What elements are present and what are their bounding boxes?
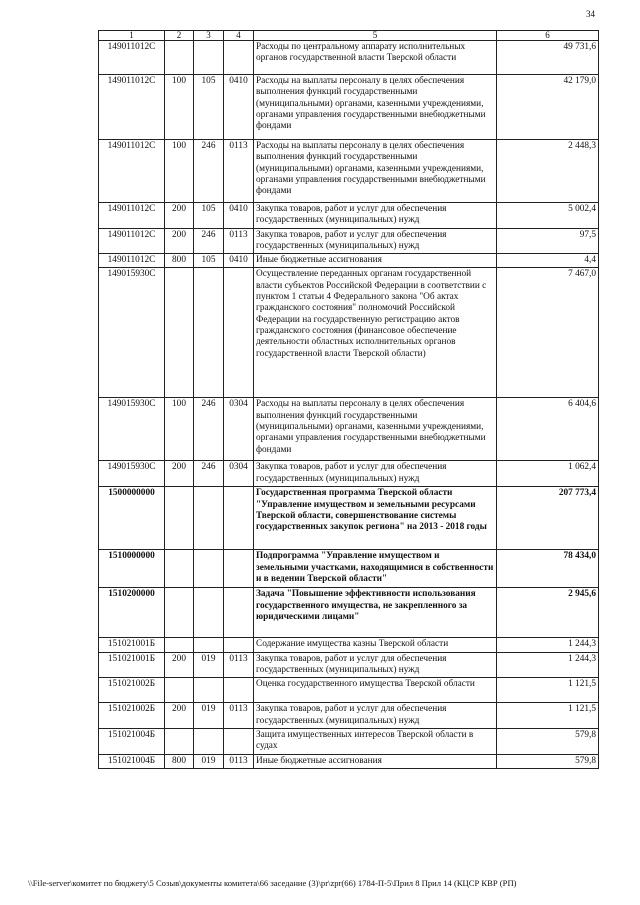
expense-type-cell: 200: [165, 652, 194, 678]
section-cell: [224, 728, 254, 754]
table-row: [99, 703, 599, 729]
description-cell: Осуществление переданных органам государственной власти субъектов Российской Федерации в соответствии с пунктом 1 статьи 4 Федерального закона "Об актах гражданского состояния" полномочий Российской Федерации на государственную регистрацию актов гражданского состояния (финансовое обеспечение деятельности областных исполнительных органов государственной власти Тверской области): [254, 268, 497, 398]
description-cell: Расходы по центральному аппарату исполнительных органов государственной власти Тверской области: [254, 41, 497, 75]
expense-type-cell: [165, 550, 194, 588]
section-cell: 0410: [224, 203, 254, 229]
table-row: [99, 268, 599, 398]
amount-cell: 1 244,3: [497, 638, 599, 652]
section-cell: 0113: [224, 228, 254, 254]
column-header-row: [99, 31, 599, 41]
section-cell: [224, 638, 254, 652]
budget-table: [98, 30, 599, 769]
table-row: [99, 678, 599, 703]
table-row: [99, 652, 599, 678]
code-cell: 151021002Б: [99, 703, 165, 729]
table-row: [99, 398, 599, 461]
section-cell: [224, 678, 254, 703]
expense-type-cell: 100: [165, 398, 194, 461]
section-cell: 0113: [224, 140, 254, 203]
code-cell: 151021004Б: [99, 754, 165, 768]
description-cell: Закупка товаров, работ и услуг для обеспечения государственных (муниципальных) нужд: [254, 203, 497, 229]
column-header: 2: [165, 31, 194, 41]
expense-type-cell: 800: [165, 254, 194, 268]
section-cell: [224, 41, 254, 75]
expense-type-cell: 200: [165, 228, 194, 254]
column-header: 5: [254, 31, 497, 41]
amount-cell: 97,5: [497, 228, 599, 254]
page-number: 34: [586, 9, 595, 19]
description-cell: Защита имущественных интересов Тверской области в судах: [254, 728, 497, 754]
description-cell: Расходы на выплаты персоналу в целях обеспечения выполнения функций государственными (муниципальными) органами, казенными учреждениями, органами управления государственными внебюджетными фондами: [254, 75, 497, 140]
admin-code-cell: [194, 268, 224, 398]
admin-code-cell: [194, 588, 224, 638]
amount-cell: 1 121,5: [497, 678, 599, 703]
admin-code-cell: 246: [194, 398, 224, 461]
table-row: [99, 75, 599, 140]
expense-type-cell: 200: [165, 703, 194, 729]
description-cell: Расходы на выплаты персоналу в целях обеспечения выполнения функций государственными (муниципальными) органами, казенными учреждениями, органами управления государственными внебюджетными фондами: [254, 398, 497, 461]
expense-type-cell: [165, 487, 194, 550]
column-header: 1: [99, 31, 165, 41]
code-cell: 149015930С: [99, 461, 165, 487]
code-cell: 149015930С: [99, 268, 165, 398]
admin-code-cell: [194, 41, 224, 75]
description-cell: Задача "Повышение эффективности использования государственного имущества, не закрепленного за юридическими лицами": [254, 588, 497, 638]
section-cell: [224, 268, 254, 398]
code-cell: 149011012С: [99, 203, 165, 229]
admin-code-cell: [194, 638, 224, 652]
table-row: [99, 228, 599, 254]
code-cell: 1510200000: [99, 588, 165, 638]
amount-cell: 78 434,0: [497, 550, 599, 588]
section-cell: [224, 487, 254, 550]
expense-type-cell: 100: [165, 75, 194, 140]
section-cell: 0113: [224, 703, 254, 729]
code-cell: 151021004Б: [99, 728, 165, 754]
expense-type-cell: 800: [165, 754, 194, 768]
table-row: [99, 638, 599, 652]
amount-cell: 1 062,4: [497, 461, 599, 487]
amount-cell: 2 448,3: [497, 140, 599, 203]
expense-type-cell: [165, 41, 194, 75]
amount-cell: 207 773,4: [497, 487, 599, 550]
admin-code-cell: 246: [194, 228, 224, 254]
expense-type-cell: [165, 268, 194, 398]
section-cell: [224, 588, 254, 638]
admin-code-cell: [194, 728, 224, 754]
expense-type-cell: [165, 588, 194, 638]
expense-type-cell: [165, 728, 194, 754]
table-row: [99, 41, 599, 75]
description-cell: Оценка государственного имущества Тверской области: [254, 678, 497, 703]
amount-cell: 6 404,6: [497, 398, 599, 461]
section-cell: 0113: [224, 652, 254, 678]
code-cell: 149011012С: [99, 228, 165, 254]
admin-code-cell: 019: [194, 754, 224, 768]
code-cell: 151021001Б: [99, 638, 165, 652]
admin-code-cell: 105: [194, 203, 224, 229]
amount-cell: 1 244,3: [497, 652, 599, 678]
table-row: [99, 550, 599, 588]
amount-cell: 5 002,4: [497, 203, 599, 229]
section-cell: 0410: [224, 75, 254, 140]
description-cell: Закупка товаров, работ и услуг для обеспечения государственных (муниципальных) нужд: [254, 228, 497, 254]
description-cell: Закупка товаров, работ и услуг для обеспечения государственных (муниципальных) нужд: [254, 703, 497, 729]
section-cell: 0304: [224, 398, 254, 461]
expense-type-cell: [165, 638, 194, 652]
admin-code-cell: [194, 550, 224, 588]
code-cell: 151021001Б: [99, 652, 165, 678]
admin-code-cell: 105: [194, 75, 224, 140]
file-path-footer: \\File-server\комитет по бюджету\5 Созыв\документы комитета\66 заседание (3)\pr\zpr(66) 1784-П-5\Прил 8 Прил 14 (КЦСР КВР (РП): [28, 878, 517, 888]
amount-cell: 7 467,0: [497, 268, 599, 398]
column-header: 4: [224, 31, 254, 41]
table-row: [99, 588, 599, 638]
description-cell: Подпрограмма "Управление имуществом и земельными участками, находящимися в собственности и в ведении Тверской области": [254, 550, 497, 588]
section-cell: [224, 550, 254, 588]
admin-code-cell: [194, 678, 224, 703]
code-cell: 1500000000: [99, 487, 165, 550]
admin-code-cell: 246: [194, 461, 224, 487]
code-cell: 151021002Б: [99, 678, 165, 703]
description-cell: Государственная программа Тверской области "Управление имуществом и земельными ресурсами Тверской области, совершенствование системы государственных закупок региона" на 2013 - 2018 годы: [254, 487, 497, 550]
table-row: [99, 487, 599, 550]
table-row: [99, 461, 599, 487]
description-cell: Иные бюджетные ассигнования: [254, 754, 497, 768]
expense-type-cell: 200: [165, 461, 194, 487]
table-row: [99, 754, 599, 768]
table-row: [99, 203, 599, 229]
table-row: [99, 254, 599, 268]
expense-type-cell: 200: [165, 203, 194, 229]
amount-cell: 42 179,0: [497, 75, 599, 140]
code-cell: 149011012С: [99, 140, 165, 203]
code-cell: 149011012С: [99, 41, 165, 75]
amount-cell: 49 731,6: [497, 41, 599, 75]
description-cell: Закупка товаров, работ и услуг для обеспечения государственных (муниципальных) нужд: [254, 652, 497, 678]
admin-code-cell: [194, 487, 224, 550]
code-cell: 1510000000: [99, 550, 165, 588]
amount-cell: 579,8: [497, 754, 599, 768]
admin-code-cell: 105: [194, 254, 224, 268]
amount-cell: 579,8: [497, 728, 599, 754]
amount-cell: 2 945,6: [497, 588, 599, 638]
admin-code-cell: 019: [194, 703, 224, 729]
code-cell: 149015930С: [99, 398, 165, 461]
expense-type-cell: [165, 678, 194, 703]
admin-code-cell: 019: [194, 652, 224, 678]
section-cell: 0410: [224, 254, 254, 268]
section-cell: 0304: [224, 461, 254, 487]
description-cell: Закупка товаров, работ и услуг для обеспечения государственных (муниципальных) нужд: [254, 461, 497, 487]
description-cell: Содержание имущества казны Тверской области: [254, 638, 497, 652]
admin-code-cell: 246: [194, 140, 224, 203]
amount-cell: 4,4: [497, 254, 599, 268]
column-header: 6: [497, 31, 599, 41]
table-row: [99, 140, 599, 203]
amount-cell: 1 121,5: [497, 703, 599, 729]
expense-type-cell: 100: [165, 140, 194, 203]
table-row: [99, 728, 599, 754]
code-cell: 149011012С: [99, 75, 165, 140]
description-cell: Иные бюджетные ассигнования: [254, 254, 497, 268]
description-cell: Расходы на выплаты персоналу в целях обеспечения выполнения функций государственными (муниципальными) органами, казенными учреждениями, органами управления государственными внебюджетными фондами: [254, 140, 497, 203]
section-cell: 0113: [224, 754, 254, 768]
column-header: 3: [194, 31, 224, 41]
code-cell: 149011012С: [99, 254, 165, 268]
